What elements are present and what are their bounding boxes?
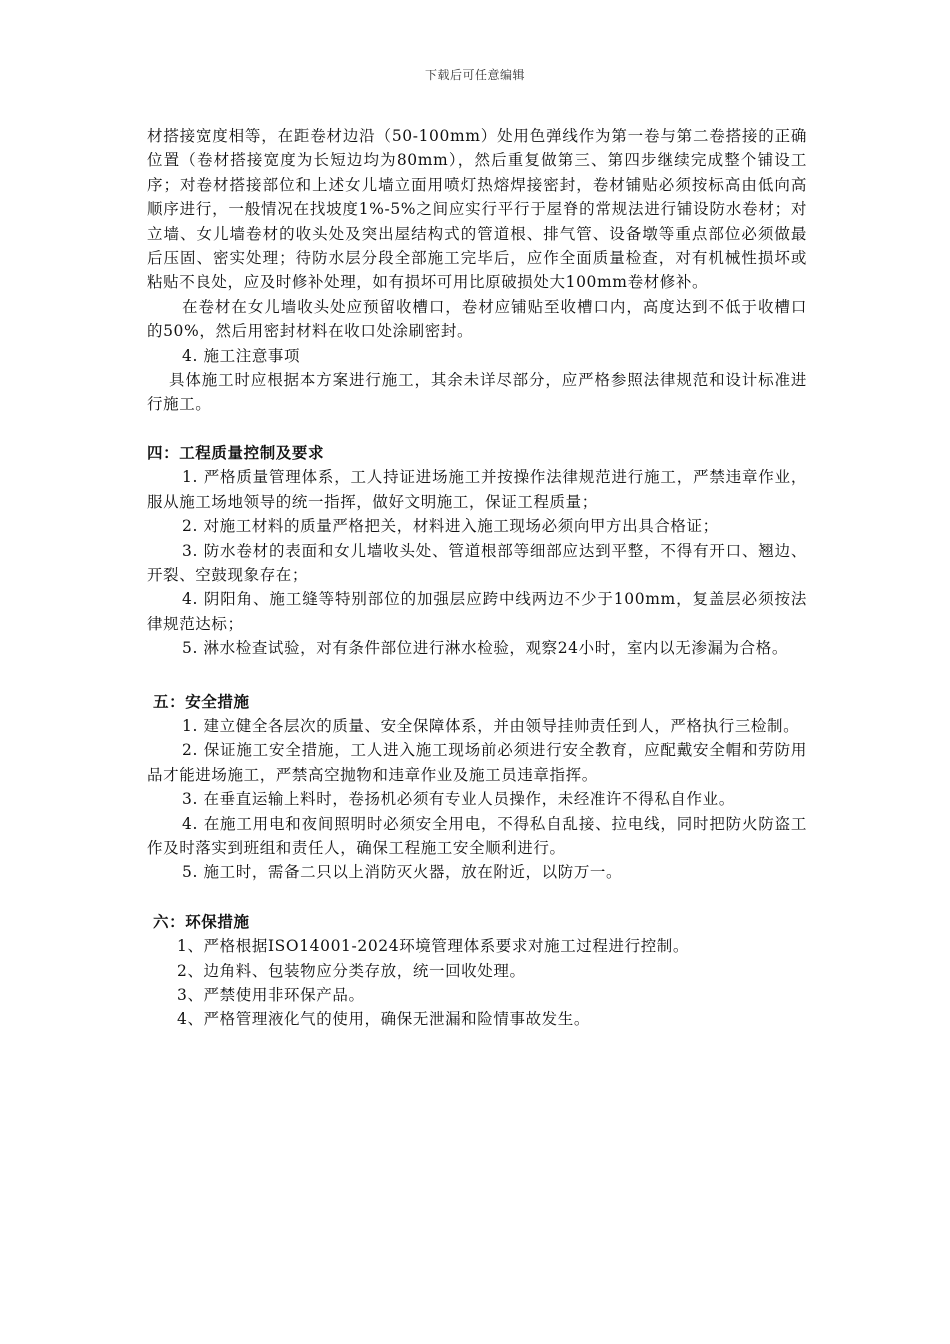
list-item: 2. 保证施工安全措施，工人进入施工现场前必须进行安全教育，应配戴安全帽和劳防用品才能进场施工，严禁高空抛物和违章作业及施工员违章指挥。 [147,741,807,784]
intro-paragraph: 材搭接宽度相等，在距卷材边沿（50-100mm）处用色弹线作为第一卷与第二卷搭接的正确位置（卷材搭接宽度为长短边均为80mm），然后重复做第三、第四步继续完成整个铺设工序；对卷材搭接部位和上述女儿墙立面用喷灯热熔焊接密封，卷材铺贴必须按标高由低向高顺序进行，一般情况在找坡度1%-5%之间应实行平行于屋脊的常规法进行铺设防水卷材；对立墙、女儿墙卷材的收头处及突出屋结构式的管道根、排气管、设备墩等重点部位必须做最后压固、密实处理；待防水层分段全部施工完毕后，应作全面质量检查，对有机械性损坏或粘贴不良处，应及时修补处理，如有损坏可用比原破损处大100mm卷材修补。 [147,127,807,292]
list-item: 4. 阴阳角、施工缝等特别部位的加强层应跨中线两边不少于100mm，复盖层必须按法律规范达标； [147,590,807,633]
list-item: 3、严禁使用非环保产品。 [177,986,365,1004]
intro-paragraph: 具体施工时应根据本方案进行施工，其余未详尽部分，应严格参照法律规范和设计标准进行施工。 [147,371,807,414]
list-item: 1. 建立健全各层次的质量、安全保障体系，并由领导挂帅责任到人，严格执行三检制。 [182,716,800,735]
list-item: 4、严格管理液化气的使用，确保无泄漏和险情事故发生。 [177,1010,590,1029]
list-item: 1、严格根据ISO14001-2024环境管理体系要求对施工过程进行控制。 [177,937,690,956]
list-item: 3. 在垂直运输上料时，卷扬机必须有专业人员操作，未经准许不得私自作业。 [182,790,735,809]
section-heading-quality: 四：工程质量控制及要求 [147,443,325,462]
subsection-title: 4. 施工注意事项 [182,346,301,365]
section-heading-environment: 六：环保措施 [153,912,250,931]
list-item: 5. 施工时，需备二只以上消防灭火器，放在附近，以防万一。 [182,863,623,882]
list-item: 3. 防水卷材的表面和女儿墙收头处、管道根部等细部应达到平整，不得有开口、翘边、开裂、空鼓现象存在； [147,541,807,584]
document-body [147,124,807,1032]
section-heading-safety: 五：安全措施 [153,692,250,711]
list-item: 5. 淋水检查试验，对有条件部位进行淋水检验，观察24小时，室内以无渗漏为合格。 [182,639,788,658]
list-item: 2、边角料、包装物应分类存放，统一回收处理。 [177,961,526,980]
list-item: 1. 严格质量管理体系，工人持证进场施工并按操作法律规范进行施工，严禁违章作业，服从施工场地领导的统一指挥，做好文明施工，保证工程质量； [147,468,807,511]
list-item: 4. 在施工用电和夜间照明时必须安全用电，不得私自乱接、拉电线，同时把防火防盗工作及时落实到班组和责任人，确保工程施工安全顺利进行。 [147,814,807,857]
list-item: 2. 对施工材料的质量严格把关，材料进入施工现场必须向甲方出具合格证； [182,517,719,536]
page-header: 下载后可任意编辑 [424,68,525,82]
intro-paragraph: 在卷材在女儿墙收头处应预留收槽口，卷材应铺贴至收槽口内，高度达到不低于收槽口的50%，然后用密封材料在收口处涂刷密封。 [147,297,807,341]
